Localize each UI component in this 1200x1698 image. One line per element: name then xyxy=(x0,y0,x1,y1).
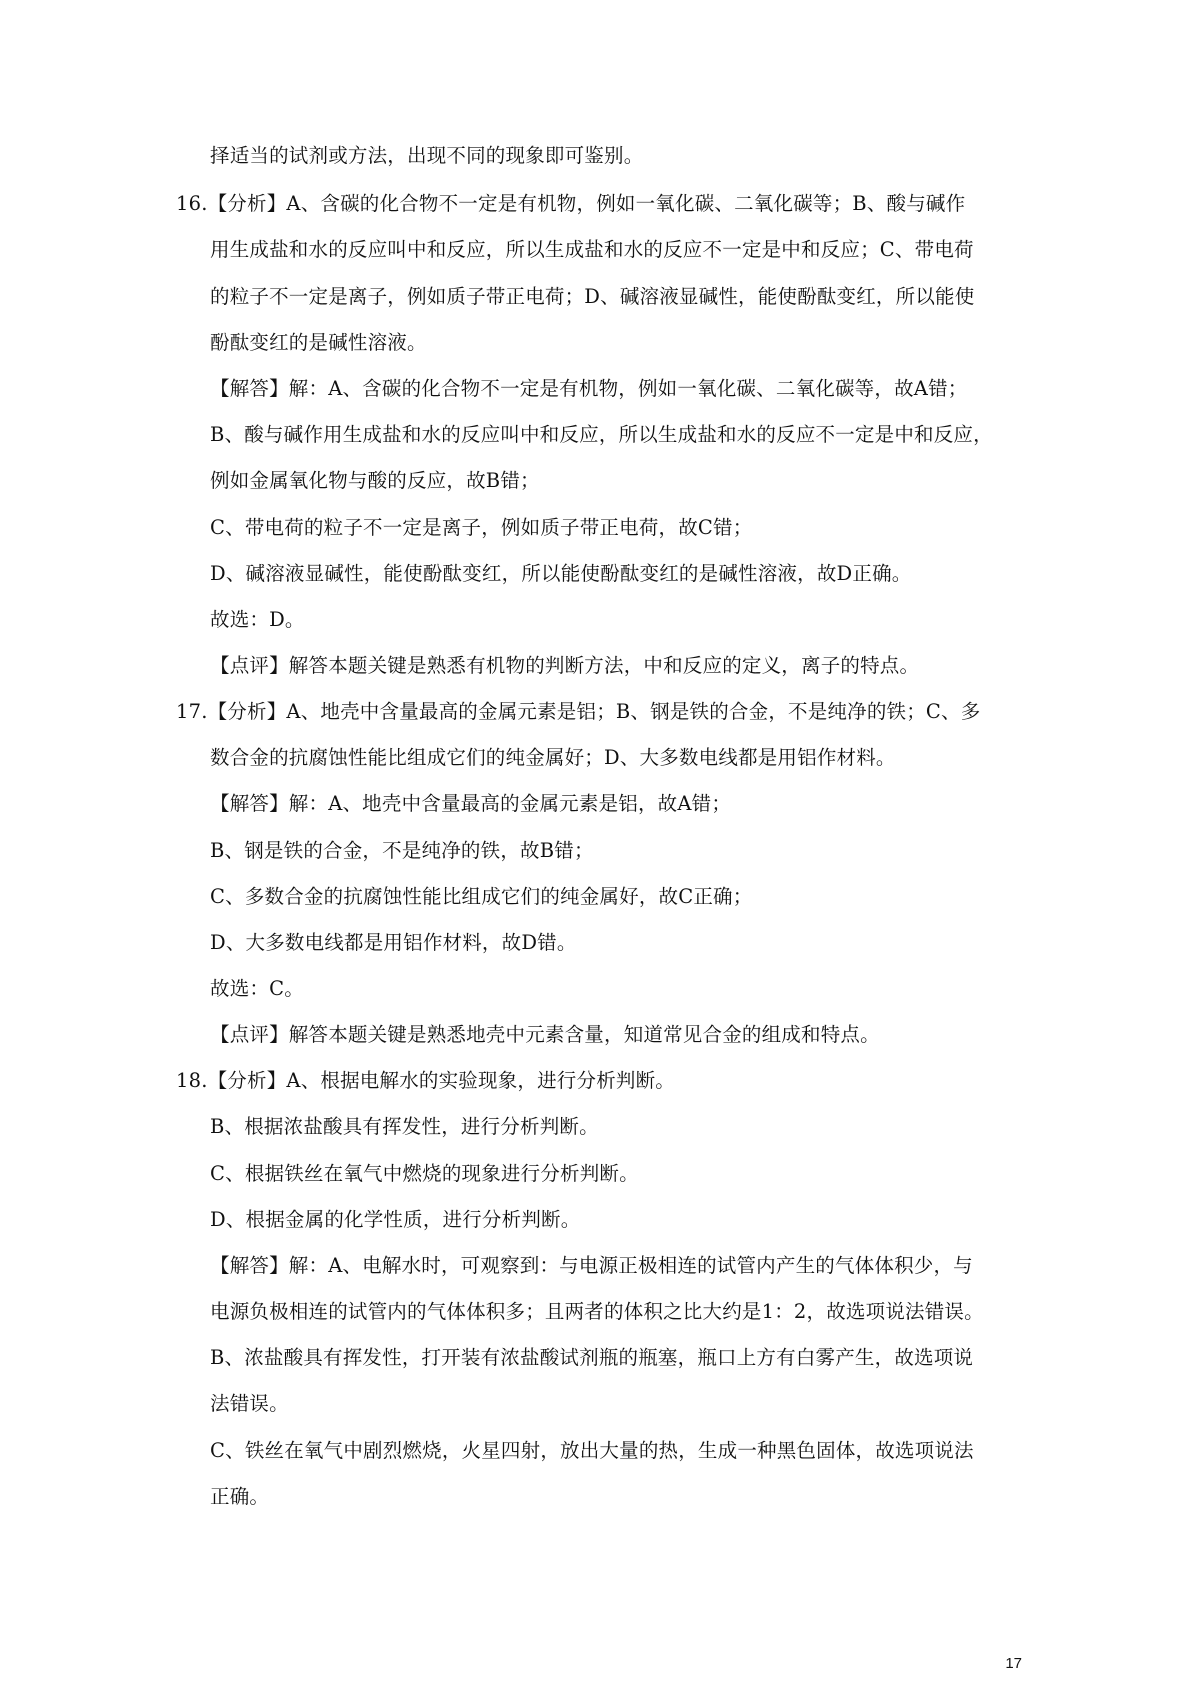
text-line: 16.【分析】A、含碳的化合物不一定是有机物，例如一氧化碳、二氧化碳等；B、酸与碱作 xyxy=(176,192,966,215)
text-line: 电源负极相连的试管内的气体体积多；且两者的体积之比大约是1：2，故选项说法错误。 xyxy=(210,1300,984,1323)
text-line: 18.【分析】A、根据电解水的实验现象，进行分析判断。 xyxy=(176,1069,675,1092)
text-line: D、根据金属的化学性质，进行分析判断。 xyxy=(210,1208,581,1231)
text-line: 用生成盐和水的反应叫中和反应，所以生成盐和水的反应不一定是中和反应；C、带电荷 xyxy=(210,238,974,261)
text-line: B、酸与碱作用生成盐和水的反应叫中和反应，所以生成盐和水的反应不一定是中和反应， xyxy=(210,423,993,446)
text-line: 【解答】解：A、电解水时，可观察到：与电源正极相连的试管内产生的气体体积少，与 xyxy=(210,1254,973,1277)
text-line: C、带电荷的粒子不一定是离子，例如质子带正电荷，故C错； xyxy=(210,516,753,539)
text-line: C、多数合金的抗腐蚀性能比组成它们的纯金属好，故C正确； xyxy=(210,885,753,908)
page-number: 17 xyxy=(1005,1655,1022,1672)
text-line: 数合金的抗腐蚀性能比组成它们的纯金属好；D、大多数电线都是用铝作材料。 xyxy=(210,746,896,769)
text-line: 【解答】解：A、地壳中含量最高的金属元素是铝，故A错； xyxy=(210,792,732,815)
text-line: 例如金属氧化物与酸的反应，故B错； xyxy=(210,469,540,492)
text-line: 17.【分析】A、地壳中含量最高的金属元素是铝；B、钢是铁的合金，不是纯净的铁；C、多 xyxy=(176,700,981,723)
text-line: B、根据浓盐酸具有挥发性，进行分析判断。 xyxy=(210,1115,599,1138)
text-line: 【点评】解答本题关键是熟悉地壳中元素含量，知道常见合金的组成和特点。 xyxy=(210,1023,880,1046)
text-line: 正确。 xyxy=(210,1485,270,1508)
text-line: B、浓盐酸具有挥发性，打开装有浓盐酸试剂瓶的瓶塞，瓶口上方有白雾产生，故选项说 xyxy=(210,1346,974,1369)
text-line: 酚酞变红的是碱性溶液。 xyxy=(210,331,427,354)
text-line: 故选：C。 xyxy=(210,977,304,1000)
text-line: D、碱溶液显碱性，能使酚酞变红，所以能使酚酞变红的是碱性溶液，故D正确。 xyxy=(210,562,912,585)
text-line: C、铁丝在氧气中剧烈燃烧，火星四射，放出大量的热，生成一种黑色固体，故选项说法 xyxy=(210,1439,974,1462)
text-line: 【解答】解：A、含碳的化合物不一定是有机物，例如一氧化碳、二氧化碳等，故A错； xyxy=(210,377,968,400)
text-line: 故选：D。 xyxy=(210,608,305,631)
text-line: 的粒子不一定是离子，例如质子带正电荷；D、碱溶液显碱性，能使酚酞变红，所以能使 xyxy=(210,285,975,308)
text-line: 【点评】解答本题关键是熟悉有机物的判断方法，中和反应的定义，离子的特点。 xyxy=(210,654,920,677)
text-line: 择适当的试剂或方法，出现不同的现象即可鉴别。 xyxy=(210,144,644,167)
text-line: C、根据铁丝在氧气中燃烧的现象进行分析判断。 xyxy=(210,1162,639,1185)
text-line: D、大多数电线都是用铝作材料，故D错。 xyxy=(210,931,577,954)
text-line: 法错误。 xyxy=(210,1392,289,1415)
text-line: B、钢是铁的合金，不是纯净的铁，故B错； xyxy=(210,839,594,862)
